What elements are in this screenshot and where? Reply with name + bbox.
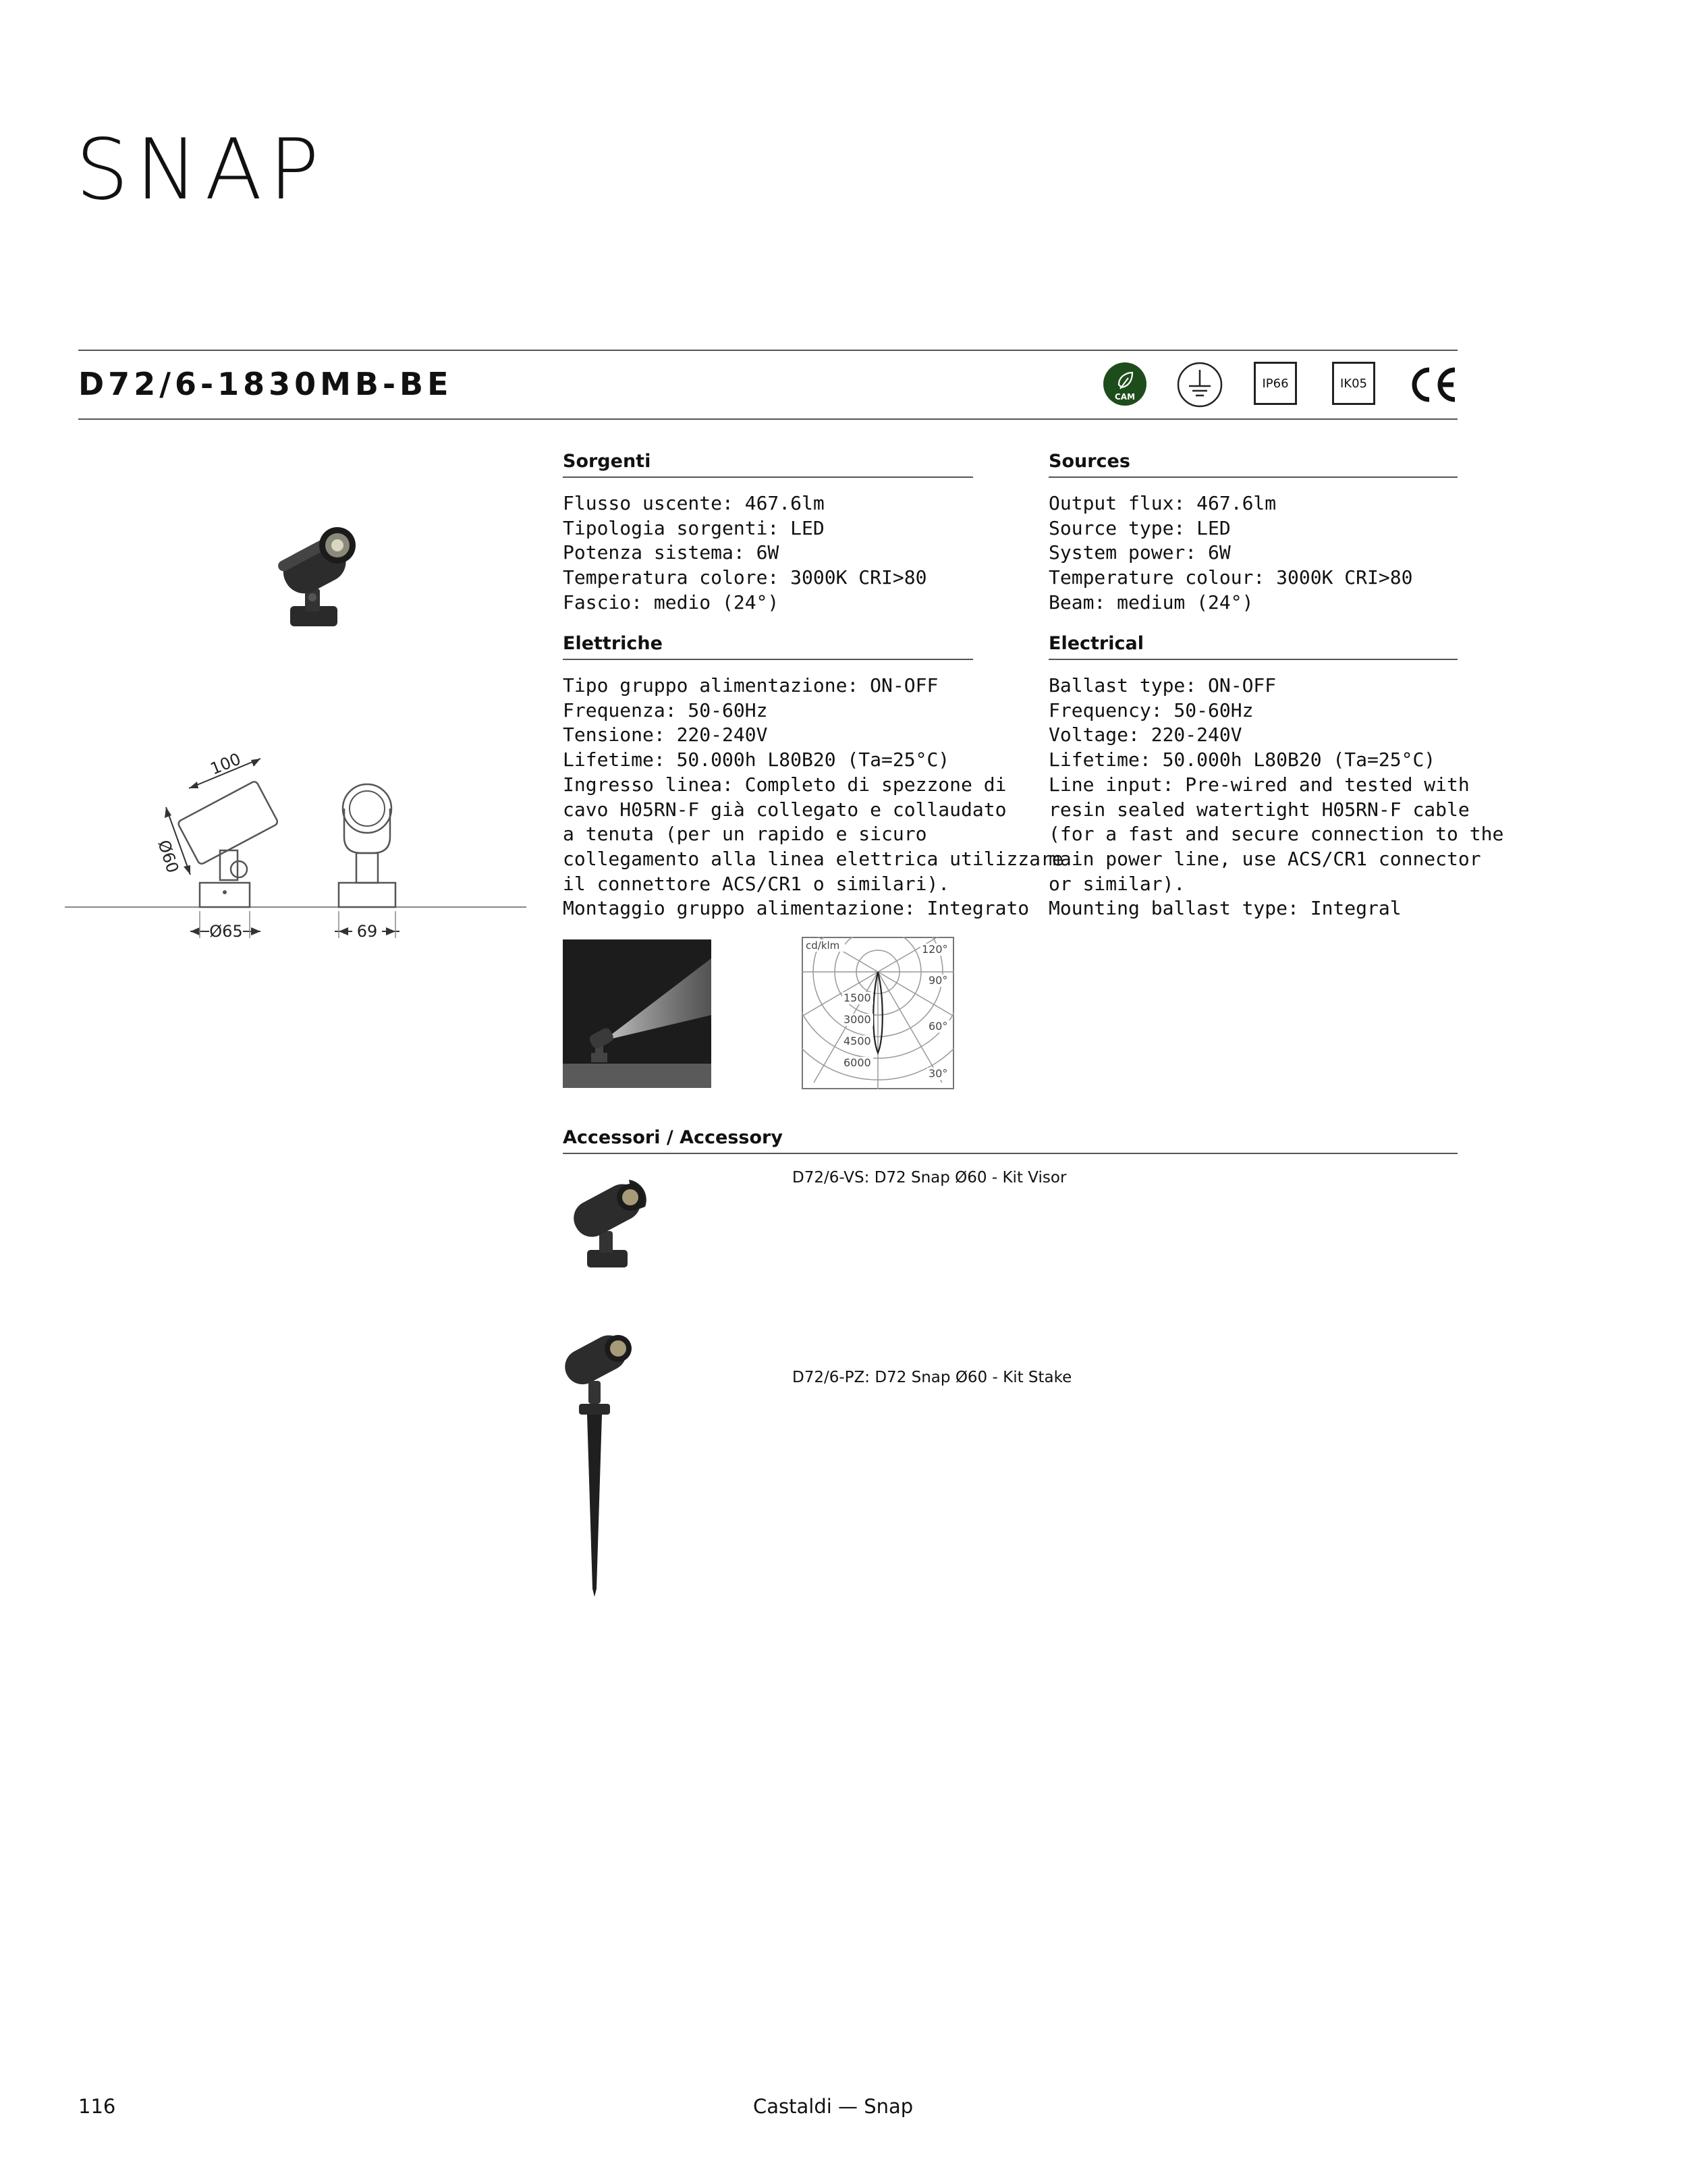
spec-line: Lifetime: 50.000h L80B20 (Ta=25°C) (563, 748, 950, 771)
spec-line: (for a fast and secure connection to the (1049, 823, 1504, 846)
it-electrical-rule (563, 659, 973, 660)
spec-line: Temperatura colore: 3000K CRI>80 (563, 566, 927, 589)
spec-line: Tensione: 220-240V (563, 724, 768, 746)
product-photo (270, 513, 364, 628)
earth-ground-icon (1177, 362, 1223, 408)
spec-line: Montaggio gruppo alimentazione: Integrato (563, 897, 1030, 920)
it-sources-list (563, 491, 927, 616)
header-bottom-rule (78, 418, 1458, 420)
spec-line: Temperature colour: 3000K CRI>80 (1049, 566, 1413, 589)
spec-line: Line input: Pre-wired and tested with (1049, 773, 1470, 796)
beam-render-image (563, 939, 711, 1088)
accessory-stake-label: D72/6-PZ: D72 Snap Ø60 - Kit Stake (792, 1369, 1072, 1386)
accessory-stake-photo (553, 1319, 655, 1602)
accessories-heading: Accessori / Accessory (563, 1127, 783, 1148)
polar-angle-30: 30° (929, 1067, 948, 1080)
dim-side-label: 69 (356, 922, 378, 941)
spec-line: Frequency: 50-60Hz (1049, 699, 1254, 721)
ce-mark-icon (1408, 364, 1459, 405)
spec-line: collegamento alla linea elettrica utilizzare (563, 847, 1063, 870)
ip66-badge: IP66 (1254, 362, 1297, 405)
spec-line: Tipologia sorgenti: LED (563, 516, 825, 539)
technical-drawing (65, 742, 537, 945)
polar-angle-90: 90° (929, 974, 948, 987)
spec-line: Potenza sistema: 6W (563, 541, 779, 564)
spec-line: or similar). (1049, 872, 1186, 895)
spec-line: a tenuta (per un rapido e sicuro (563, 823, 927, 846)
cam-label: CAM (1114, 392, 1136, 402)
spec-line: Ballast type: ON-OFF (1049, 674, 1277, 697)
spec-line: Mounting ballast type: Integral (1049, 897, 1402, 920)
spec-line: Lifetime: 50.000h L80B20 (Ta=25°C) (1049, 748, 1436, 771)
spec-line: Frequenza: 50-60Hz (563, 699, 768, 721)
spec-line: cavo H05RN-F già collegato e collaudato (563, 798, 1007, 821)
polar-angle-60: 60° (929, 1020, 948, 1033)
spec-line: Ingresso linea: Completo di spezzone di (563, 773, 1007, 796)
page-title: SNAP (76, 121, 327, 219)
polar-radius-4500: 4500 (844, 1035, 871, 1047)
polar-radius-1500: 1500 (844, 991, 871, 1004)
page-number: 116 (78, 2095, 116, 2118)
spec-line: Tipo gruppo alimentazione: ON-OFF (563, 674, 939, 697)
header-top-rule (78, 350, 1458, 351)
it-electrical-list (563, 674, 1063, 921)
dim-base-label: Ø65 (209, 922, 243, 941)
spec-line: main power line, use ACS/CR1 connector (1049, 847, 1481, 870)
accessory-visor-label: D72/6-VS: D72 Snap Ø60 - Kit Visor (792, 1169, 1067, 1186)
polar-radius-3000: 3000 (844, 1013, 871, 1026)
polar-diagram (802, 937, 954, 1089)
en-electrical-heading: Electrical (1049, 633, 1144, 654)
spec-line: Source type: LED (1049, 516, 1231, 539)
dim-diameter-label: Ø60 (154, 838, 183, 875)
spec-line: resin sealed watertight H05RN-F cable (1049, 798, 1470, 821)
footer-title: Castaldi — Snap (753, 2095, 914, 2118)
spec-line: Flusso uscente: 467.6lm (563, 492, 825, 514)
en-electrical-list (1049, 674, 1503, 921)
spec-line: Output flux: 467.6lm (1049, 492, 1277, 514)
en-sources-heading: Sources (1049, 451, 1130, 472)
spec-line: il connettore ACS/CR1 o similari). (563, 872, 950, 895)
ik05-badge: IK05 (1332, 362, 1375, 405)
product-code: D72/6-1830MB-BE (78, 366, 453, 402)
spec-line: Beam: medium (24°) (1049, 591, 1254, 613)
spec-line: Fascio: medio (24°) (563, 591, 779, 613)
en-sources-rule (1049, 476, 1458, 478)
cam-leaf-icon (1103, 362, 1147, 406)
it-sources-heading: Sorgenti (563, 451, 651, 472)
accessory-visor-photo (560, 1166, 661, 1274)
polar-unit-label: cd/klm (806, 939, 840, 952)
en-electrical-rule (1049, 659, 1458, 660)
accessories-rule (563, 1153, 1458, 1154)
spec-line: Voltage: 220-240V (1049, 724, 1242, 746)
spec-line: System power: 6W (1049, 541, 1231, 564)
polar-radius-6000: 6000 (844, 1056, 871, 1069)
it-electrical-heading: Elettriche (563, 633, 663, 654)
en-sources-list (1049, 491, 1412, 616)
polar-angle-120: 120° (922, 943, 948, 956)
it-sources-rule (563, 476, 973, 478)
dim-length-label: 100 (207, 749, 244, 779)
